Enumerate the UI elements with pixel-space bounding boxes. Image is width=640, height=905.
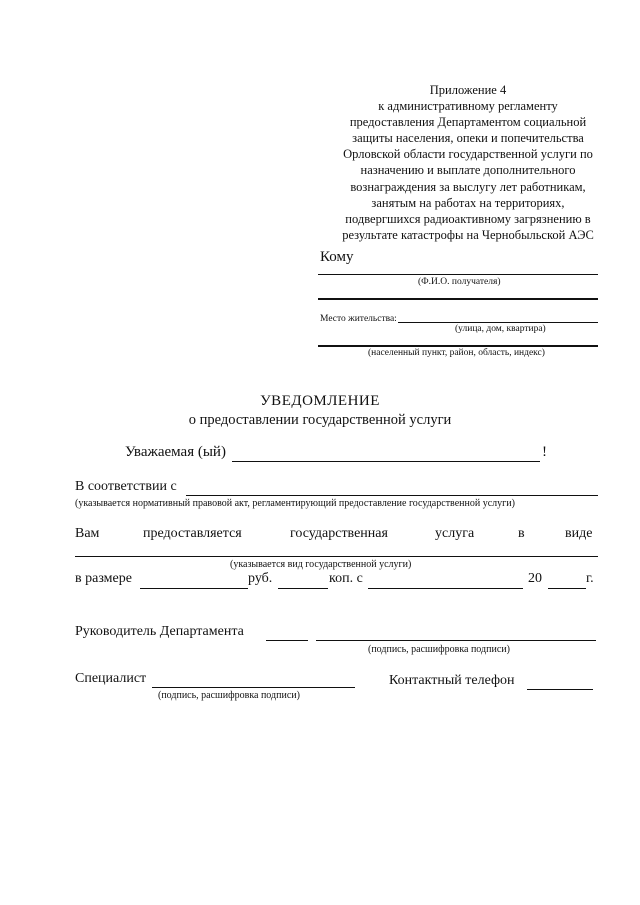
specialist-label: Специалист <box>75 671 147 686</box>
provided-word: Вам <box>75 526 100 541</box>
recipient-name-field[interactable] <box>318 274 598 275</box>
residence-label: Место жительства: <box>320 314 397 324</box>
specialist-caption: (подпись, расшифровка подписи) <box>158 690 300 701</box>
year-field[interactable] <box>548 588 586 589</box>
annex-line: Приложение 4 <box>429 83 507 97</box>
provided-word: виде <box>565 526 593 541</box>
provided-word: услуга <box>435 526 475 541</box>
annex-line: Орловской области государственной услуги по <box>343 147 593 162</box>
accordance-label: В соответствии с <box>75 479 177 494</box>
annex-line: предоставления Департаментом социальной <box>349 115 587 130</box>
annex-line: подвергшихся радиоактивному загрязнению в <box>345 211 591 226</box>
year-suffix: г. <box>586 571 594 586</box>
street-caption: (улица, дом, квартира) <box>455 324 546 334</box>
year-prefix: 20 <box>528 571 542 586</box>
notice-subtitle: о предоставлении государственной услуги <box>188 412 452 428</box>
fio-caption: (Ф.И.О. получателя) <box>418 277 501 287</box>
greeting-label: Уважаемая (ый) <box>125 444 226 460</box>
service-kind-field[interactable] <box>75 556 598 557</box>
legal-act-field[interactable] <box>186 495 598 496</box>
specialist-signature-field[interactable] <box>152 687 355 688</box>
locality-caption: (населенный пункт, район, область, индекс) <box>368 348 545 358</box>
head-label: Руководитель Департамента <box>75 624 244 639</box>
rub-label: руб. <box>248 571 273 586</box>
recipient-name-line-2[interactable] <box>318 298 598 300</box>
greeting-name-field[interactable] <box>232 461 540 462</box>
provided-word: в <box>518 526 525 541</box>
street-field[interactable] <box>398 322 598 323</box>
provided-word: предоставляется <box>143 526 242 541</box>
phone-field[interactable] <box>527 689 593 690</box>
annex-line: назначению и выплате дополнительного <box>360 163 576 178</box>
rub-field[interactable] <box>140 588 248 589</box>
provided-word: государственная <box>290 526 388 541</box>
annex-header <box>318 82 618 243</box>
annex-line: результате катастрофы на Чернобыльской АЭС <box>342 227 594 242</box>
head-name-field[interactable] <box>316 640 596 641</box>
kop-from-label: коп. с <box>329 571 363 586</box>
head-caption: (подпись, расшифровка подписи) <box>368 644 510 655</box>
amount-label: в размере <box>75 571 132 586</box>
annex-line: вознаграждения за выслугу лет работникам, <box>350 179 586 194</box>
locality-field[interactable] <box>318 345 598 347</box>
annex-line: к административному регламенту <box>378 99 558 114</box>
to-label: Кому <box>320 249 354 265</box>
start-date-field[interactable] <box>368 588 523 589</box>
head-signature-field[interactable] <box>266 640 308 641</box>
kind-caption: (указывается вид государственной услуги) <box>230 559 412 570</box>
accordance-caption: (указывается нормативный правовой акт, регламентирующий предоставление государственной услуги) <box>75 498 515 509</box>
notice-title: УВЕДОМЛЕНИЕ <box>260 393 380 409</box>
kop-field[interactable] <box>278 588 328 589</box>
annex-line: занятым на работах на территориях, <box>371 195 565 210</box>
annex-line: защиты населения, опеки и попечительства <box>352 131 584 146</box>
greeting-exclamation: ! <box>542 444 547 460</box>
phone-label: Контактный телефон <box>389 673 515 688</box>
